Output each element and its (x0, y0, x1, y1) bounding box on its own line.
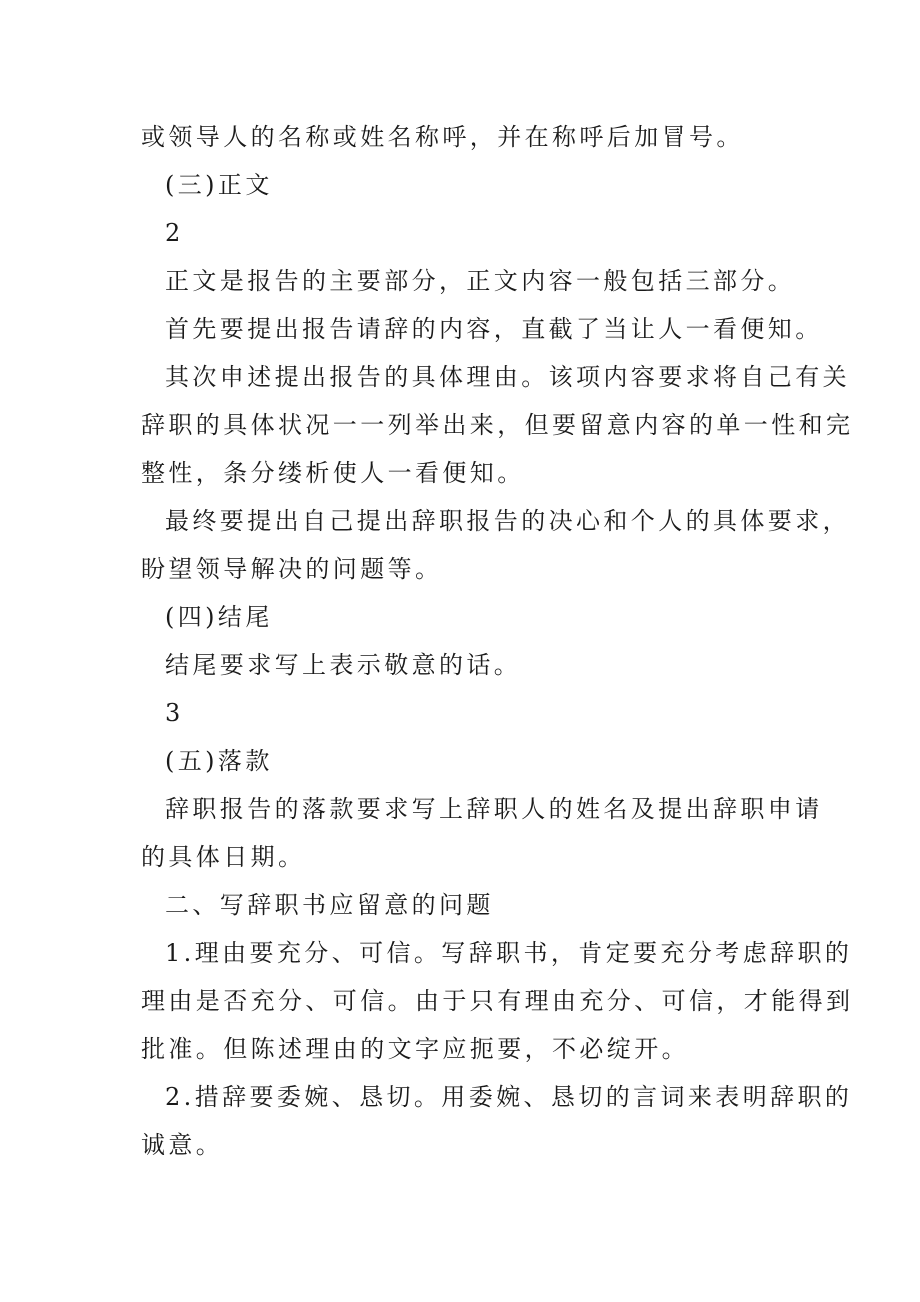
section-heading: (四)结尾 (165, 603, 273, 631)
section-heading: 二、写辞职书应留意的问题 (165, 891, 494, 919)
page-number: 2 (165, 219, 184, 247)
section-heading: (三)正文 (165, 171, 273, 199)
text-line: 其次申述提出报告的具体理由。该项内容要求将自己有关 (165, 363, 850, 391)
text-line: 整性，条分缕析使人一看便知。 (141, 459, 525, 487)
text-line: 辞职报告的落款要求写上辞职人的姓名及提出辞职申请 (165, 795, 823, 823)
text-line: 最终要提出自己提出辞职报告的决心和个人的具体要求， (165, 507, 850, 535)
text-line: 批准。但陈述理由的文字应扼要，不必绽开。 (141, 1035, 689, 1063)
text-line: 1.理由要充分、可信。写辞职书，肯定要充分考虑辞职的 (165, 939, 853, 967)
text-line: 理由是否充分、可信。由于只有理由充分、可信，才能得到 (141, 987, 854, 1015)
text-line: 的具体日期。 (141, 843, 306, 871)
text-line: 辞职的具体状况一一列举出来，但要留意内容的单一性和完 (141, 411, 854, 439)
text-line: 或领导人的名称或姓名称呼，并在称呼后加冒号。 (141, 123, 744, 151)
text-line: 诚意。 (141, 1131, 224, 1159)
page-number: 3 (165, 699, 184, 727)
text-line: 首先要提出报告请辞的内容，直截了当让人一看便知。 (165, 315, 823, 343)
section-heading: (五)落款 (165, 747, 273, 775)
text-line: 2.措辞要委婉、恳切。用委婉、恳切的言词来表明辞职的 (165, 1083, 853, 1111)
text-line: 结尾要求写上表示敬意的话。 (165, 651, 522, 679)
text-line: 盼望领导解决的问题等。 (141, 555, 443, 583)
text-line: 正文是报告的主要部分，正文内容一般包括三部分。 (165, 267, 796, 295)
